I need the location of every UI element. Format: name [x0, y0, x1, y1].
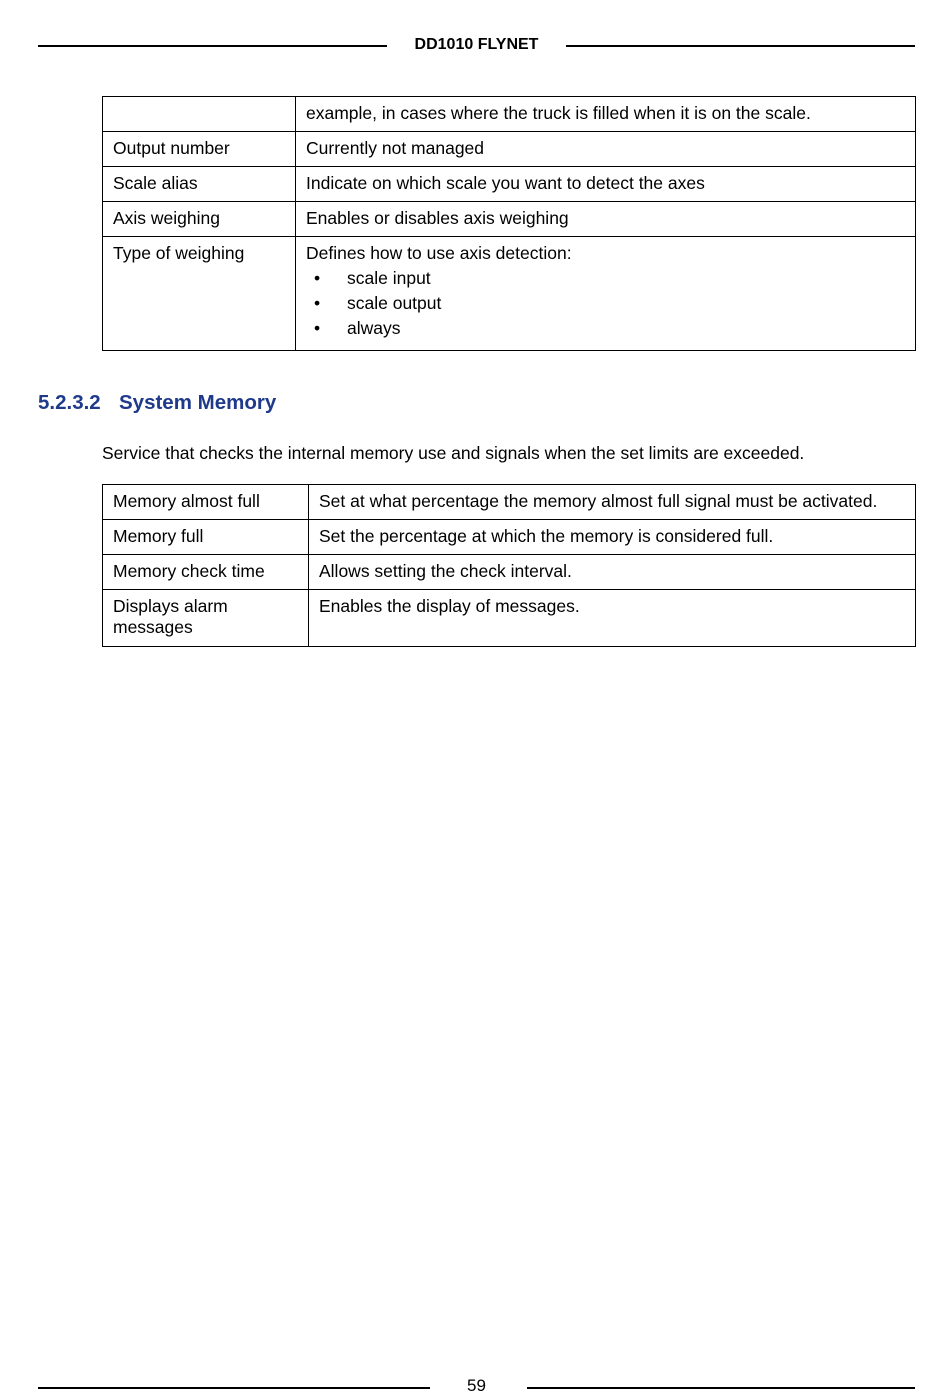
- bullet-icon: •: [314, 268, 321, 288]
- table-cell-label: [103, 97, 296, 132]
- page-footer: [38, 1376, 915, 1396]
- table-cell-description: Enables the display of messages.: [309, 590, 916, 647]
- header-rule-right: [566, 45, 915, 47]
- table-cell-label: Memory full: [103, 520, 309, 555]
- page-number: 59: [467, 1376, 486, 1395]
- list-item-text: scale output: [347, 293, 442, 313]
- table-row: [103, 590, 916, 647]
- table-cell-description: Currently not managed: [296, 132, 916, 167]
- table-cell-label: Scale alias: [103, 167, 296, 202]
- table-cell-label: Memory check time: [103, 555, 309, 590]
- table-cell-label: Output number: [103, 132, 296, 167]
- table-cell-description: example, in cases where the truck is filled when it is on the scale.: [296, 97, 916, 132]
- section-heading: [38, 391, 276, 415]
- table-cell-description: Enables or disables axis weighing: [296, 202, 916, 237]
- bullet-icon: •: [314, 318, 321, 338]
- table-cell-label: Memory almost full: [103, 485, 309, 520]
- list-item: [306, 293, 905, 318]
- table-cell-label: Type of weighing: [103, 237, 296, 351]
- section-number: 5.2.3.2: [38, 391, 101, 414]
- table-cell-description: Indicate on which scale you want to detect the axes: [296, 167, 916, 202]
- table-cell-description: Allows setting the check interval.: [309, 555, 916, 590]
- list-item-text: always: [347, 318, 401, 338]
- table-cell-label: Axis weighing: [103, 202, 296, 237]
- table-row: [103, 132, 916, 167]
- list-item: [306, 268, 905, 293]
- table-row: [103, 237, 916, 351]
- table-cell-label: Displays alarm messages: [103, 590, 309, 647]
- document-title: DD1010 FLYNET: [414, 36, 539, 53]
- table-row: [103, 97, 916, 132]
- table-row: [103, 485, 916, 520]
- list-item: [306, 318, 905, 343]
- table-cell-description: Set at what percentage the memory almost full signal must be activated.: [309, 485, 916, 520]
- table-row: [103, 202, 916, 237]
- description-text: Defines how to use axis detection:: [306, 243, 572, 263]
- table-cell-description: [296, 237, 916, 351]
- list-item-text: scale input: [347, 268, 431, 288]
- section-intro: Service that checks the internal memory use and signals when the set limits are exceeded.: [102, 443, 805, 463]
- table-row: [103, 167, 916, 202]
- table-row: [103, 520, 916, 555]
- table-cell-description: Set the percentage at which the memory is considered full.: [309, 520, 916, 555]
- footer-rule-right: [527, 1387, 915, 1389]
- bullet-icon: •: [314, 293, 321, 313]
- table-row: [103, 555, 916, 590]
- section-title: System Memory: [119, 391, 277, 414]
- bullet-list: [306, 268, 905, 343]
- page-header: [38, 34, 915, 58]
- axis-settings-table: [102, 96, 916, 351]
- system-memory-table: [102, 484, 916, 647]
